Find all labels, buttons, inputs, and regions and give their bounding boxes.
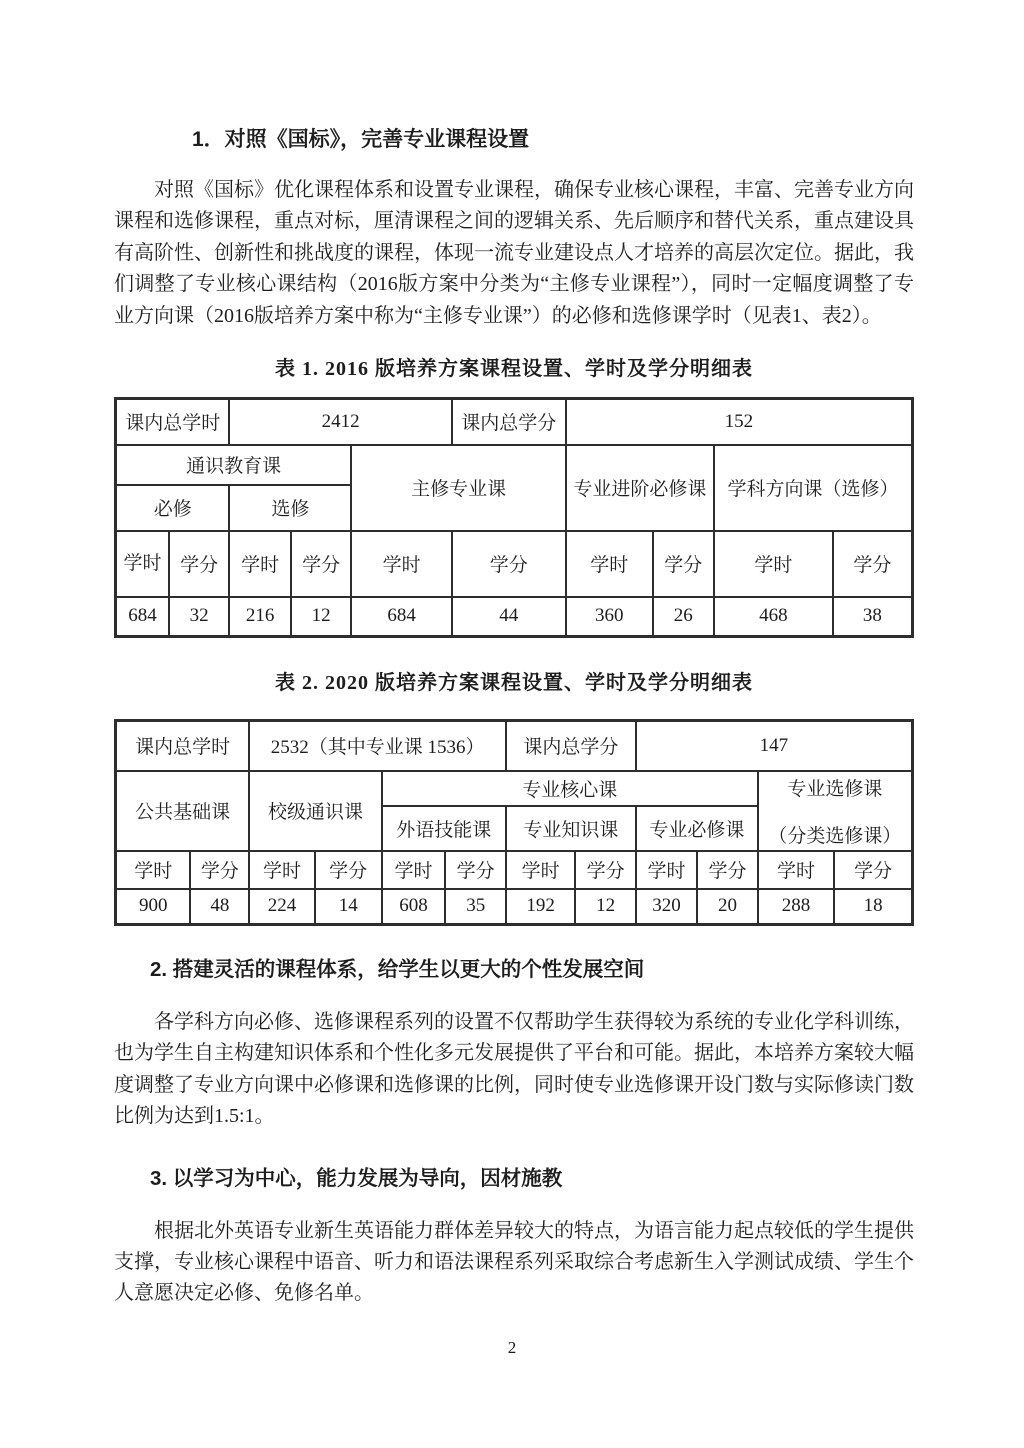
value-cell: 48 <box>190 889 249 925</box>
value-cell: 608 <box>382 889 446 925</box>
value-cell: 684 <box>351 597 451 637</box>
credits-header-cell: 学分 <box>445 851 506 889</box>
table2-total-hours-value: 2532（其中专业课 1536） <box>249 721 506 771</box>
section-1-paragraph: 对照《国标》优化课程体系和设置专业课程，确保专业核心课程，丰富、完善专业方向课程和选修课程，重点对标，厘清课程之间的逻辑关系、先后顺序和替代关系，重点建设具有高阶性、创新性和挑战度的课程，体现一流专业建设点人才培养的高层次定位。据此，我们调整了专业核心课结构（2016版方案中分类为“主修专业课程”），同时一定幅度调整了专业方向课（2016版培养方案中称为“主修专业课”）的必修和选修课学时（见表1、表2）。 <box>114 179 914 327</box>
table1-total-hours-label: 课内总学时 <box>116 399 230 445</box>
major-elective-subtitle: （分类选修课） <box>768 825 902 847</box>
hours-header-cell: 学时 <box>116 531 169 597</box>
value-cell: 12 <box>291 597 352 637</box>
table2-category-major-elective <box>758 771 913 851</box>
hours-header-cell: 学时 <box>758 851 835 889</box>
section-3-heading: 3. 以学习为中心，能力发展为导向，因材施教 <box>150 1166 563 1190</box>
value-cell: 216 <box>229 597 290 637</box>
table1-category-major-core: 主修专业课 <box>351 445 565 531</box>
value-cell: 12 <box>575 889 636 925</box>
table2-subcategory-major-knowledge: 专业知识课 <box>506 806 636 851</box>
credits-header-cell: 学分 <box>575 851 636 889</box>
value-cell: 14 <box>315 889 382 925</box>
table2-category-major-core: 专业核心课 <box>382 771 758 806</box>
hours-header-cell: 学时 <box>714 531 833 597</box>
table-row <box>116 445 913 485</box>
value-cell: 26 <box>653 597 714 637</box>
value-cell: 900 <box>116 889 191 925</box>
value-cell: 18 <box>834 889 912 925</box>
table-row <box>116 597 913 637</box>
hours-header-cell: 学时 <box>249 851 314 889</box>
credits-header-cell: 学分 <box>697 851 758 889</box>
credits-header-cell: 学分 <box>833 531 913 597</box>
section-3-paragraph: 根据北外英语专业新生英语能力群体差异较大的特点，为语言能力起点较低的学生提供支撑，专业核心课程中语音、听力和语法课程系列采取综合考虑新生入学测试成绩、学生个人意愿决定必修、免修名单。 <box>114 1219 914 1305</box>
credits-header-cell: 学分 <box>653 531 714 597</box>
table2-subcategory-major-required: 专业必修课 <box>636 806 758 851</box>
section-2-paragraph: 各学科方向必修、选修课程系列的设置不仅帮助学生获得较为系统的专业化学科训练，也为学生自主构建知识体系和个性化多元发展提供了平台和可能。据此，本培养方案较大幅度调整了专业方向课中必修课和选修课的比例，同时使专业选修课开设门数与实际修读门数比例为达到1.5:1。 <box>114 1011 914 1128</box>
credits-header-cell: 学分 <box>291 531 352 597</box>
hours-header-cell: 学时 <box>382 851 446 889</box>
table1-category-major-advanced: 专业进阶必修课 <box>566 445 714 531</box>
credits-header-cell: 学分 <box>169 531 230 597</box>
major-elective-title: 专业选修课 <box>787 778 883 800</box>
table-2 <box>114 719 914 926</box>
table-row <box>116 721 913 771</box>
table-row <box>116 531 913 597</box>
table-2-caption: 表 2. 2020 版培养方案课程设置、学时及学分明细表 <box>275 672 753 695</box>
hours-header-cell: 学时 <box>229 531 290 597</box>
table-row <box>116 889 913 925</box>
value-cell: 20 <box>697 889 758 925</box>
hours-header-cell: 学时 <box>116 851 191 889</box>
value-cell: 320 <box>636 889 697 925</box>
credits-header-cell: 学分 <box>834 851 912 889</box>
section-1-heading: 1．对照《国标》，完善专业课程设置 <box>192 128 530 151</box>
table-1 <box>114 397 914 638</box>
value-cell: 44 <box>452 597 566 637</box>
table-row <box>116 399 913 445</box>
hours-header-cell: 学时 <box>636 851 697 889</box>
table2-total-hours-label: 课内总学时 <box>116 721 250 771</box>
table2-category-university-general: 校级通识课 <box>249 771 381 851</box>
value-cell: 684 <box>116 597 169 637</box>
table1-total-credits-label: 课内总学分 <box>452 399 566 445</box>
value-cell: 468 <box>714 597 833 637</box>
credits-header-cell: 学分 <box>190 851 249 889</box>
table-row <box>116 771 913 806</box>
table1-subcategory-required: 必修 <box>116 485 230 531</box>
hours-header-cell: 学时 <box>566 531 653 597</box>
table2-category-public-basic: 公共基础课 <box>116 771 250 851</box>
hours-header-cell: 学时 <box>506 851 575 889</box>
table1-subcategory-elective: 选修 <box>229 485 351 531</box>
value-cell: 288 <box>758 889 835 925</box>
table1-total-hours-value: 2412 <box>229 399 451 445</box>
table2-subcategory-foreign-skills: 外语技能课 <box>382 806 506 851</box>
value-cell: 32 <box>169 597 230 637</box>
table-row <box>116 851 913 889</box>
table-1-caption: 表 1. 2016 版培养方案课程设置、学时及学分明细表 <box>275 358 753 381</box>
value-cell: 192 <box>506 889 575 925</box>
credits-header-cell: 学分 <box>315 851 382 889</box>
value-cell: 224 <box>249 889 314 925</box>
page-number: 2 <box>507 1338 517 1357</box>
table2-total-credits-label: 课内总学分 <box>506 721 636 771</box>
value-cell: 38 <box>833 597 913 637</box>
table1-category-general-education: 通识教育课 <box>116 445 352 485</box>
value-cell: 360 <box>566 597 653 637</box>
section-2-heading: 2. 搭建灵活的课程体系，给学生以更大的个性发展空间 <box>150 958 645 982</box>
table1-category-discipline-direction: 学科方向课（选修） <box>714 445 913 531</box>
table2-total-credits-value: 147 <box>636 721 913 771</box>
table1-total-credits-value: 152 <box>566 399 913 445</box>
hours-header-cell: 学时 <box>351 531 451 597</box>
value-cell: 35 <box>445 889 506 925</box>
credits-header-cell: 学分 <box>452 531 566 597</box>
